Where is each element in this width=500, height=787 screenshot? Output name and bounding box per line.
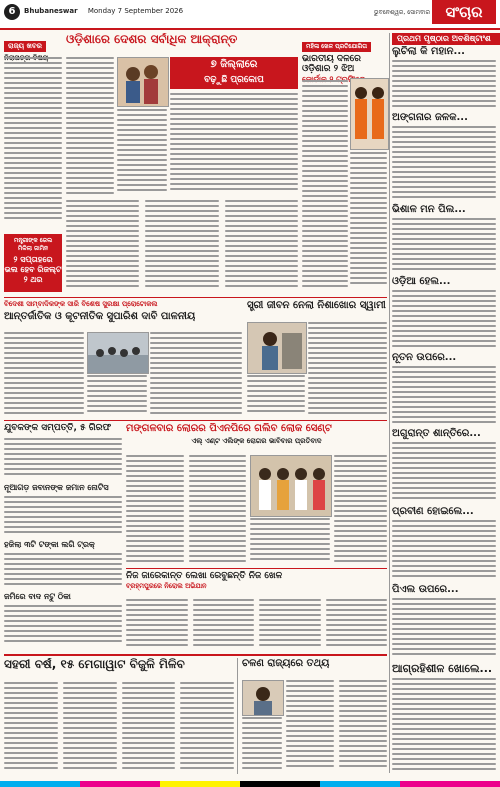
women-sub: ଟ୍ରଫିରେ <box>336 74 366 84</box>
right-heading-9: ଆଗ୍ରହିଶୀଳ ଖୋଲେ... <box>392 662 493 675</box>
left-lower-h2: ନୂଆଗଡ଼ ଜବାନଙ୍କ ଜମାନ ନୋଟିସ <box>4 483 109 492</box>
callout-box <box>4 234 62 292</box>
accident-photo-icon <box>248 323 306 373</box>
right-column-tag: ପ୍ରଥମ ପୃଷ୍ଠାର ଅବଶିଷ୍ଟାଂଶ <box>392 33 500 45</box>
bottom-left-body <box>4 682 234 774</box>
left-lower-body4 <box>4 605 122 645</box>
lead-photo <box>117 57 169 107</box>
lead-headline: ଓଡ଼ିଶାରେ ଦେଶର ସର୍ବାଧିକ ଆକ୍ରାନ୍ତ <box>66 33 238 46</box>
mid-body-col1 <box>4 332 84 417</box>
right-column <box>392 46 496 776</box>
crowd-photo-icon <box>88 333 148 373</box>
bottom-band-head <box>126 423 387 451</box>
right-heading-5: ନୂତନ ଉପରେ... <box>392 352 457 363</box>
mid-photo <box>87 332 149 374</box>
women-body-col2 <box>350 152 387 290</box>
color-registration-strip <box>0 781 500 787</box>
callout-line3: ୨ ସପ୍ତାହରେ <box>13 255 53 264</box>
bottom-mid-body1 <box>286 680 387 774</box>
left-top-column <box>4 33 64 233</box>
left-lower-body3 <box>4 553 122 588</box>
bottom-band-body2 <box>334 455 387 565</box>
mid-body-col3 <box>150 332 242 417</box>
bottom-mid-photo <box>242 680 284 716</box>
right-body-8 <box>392 598 496 658</box>
section-rule-2 <box>4 420 387 421</box>
athletes-photo-icon <box>351 79 388 149</box>
women-headline: ଭାରତୀୟ ଦଳରେ ଓଡ଼ିଶାର ୨ ଝିଅ <box>302 54 361 75</box>
bottom-left-head <box>4 658 234 680</box>
bottom-band-sub: ଏଲ୍ ଏଣ୍ଟ ଏଲିଙ୍କ ରୋଗର ଭାବିବାର ପ୍ରତିବାଦ <box>191 436 322 445</box>
bottom-band-body3 <box>250 518 330 565</box>
bottom-band-photo <box>250 455 332 517</box>
masthead-tagline: ଭୁବନେଶ୍ୱର, ସୋମବାର <box>373 9 430 16</box>
left-lower-h4: ଜମିରେ ବାଦ ନଟୁ ଠିକା <box>4 592 71 601</box>
right-heading-3: ଭିଶାଳ ମନ ପିଲ... <box>392 204 466 215</box>
mid-body-col2 <box>87 375 147 417</box>
fire-story-head <box>247 300 387 320</box>
right-heading-8: ପିଏଲ ଉପରେ... <box>392 584 459 595</box>
left-lower-h1: ଯୁବକଙ୍କ ସମ୍ପତ୍ତି, ୫ ଗିରଫ <box>4 423 112 433</box>
right-heading-7: ପ୍ରବୀଣ ହୋଇଲେ... <box>392 506 474 517</box>
fire-body-col2 <box>247 375 305 417</box>
callout-line5: ୨ ଥର <box>23 275 43 284</box>
bottom-left-headline: ସହରୀ ବର୍ଷ, ୧୫ ମେଗାୱାଟ ବିଜୁଳି ମିଳିବ <box>4 658 185 671</box>
date-label: Monday 7 September 2026 <box>87 7 184 15</box>
fire-photo <box>247 322 307 374</box>
section-rule <box>4 297 387 298</box>
lead-box-line1: ୭ ଜିଲ୍ଲାରେ <box>210 59 258 70</box>
right-heading-6: ଅଗୁରାନ୍ତ ଶାନ୍ତିରେ... <box>392 428 481 439</box>
lower-mid-body <box>126 599 387 651</box>
right-body-6 <box>392 442 496 502</box>
bottom-band-body1 <box>126 455 246 565</box>
fire-headline: ସ୍ତ୍ରୀ ଜୀବନ ନେଲା ନିଶାଖୋର ସ୍ୱାମୀ <box>247 300 386 311</box>
lead-continuation <box>66 200 298 295</box>
right-body-2 <box>392 126 496 201</box>
mid-story-head <box>4 300 244 330</box>
right-body-9 <box>392 678 496 773</box>
bottom-mid-headline: ଚଳଣ ରାଜ୍ୟରେ ତଥ୍ୟ <box>242 658 330 669</box>
bottom-divider <box>237 658 238 774</box>
lead-box-line2: ବଢ଼ୁଛି ପ୍ରକୋପ <box>204 75 264 85</box>
lower-mid-tag: ବ୍ରହ୍ମପୁରରେ ନିରୋଲ ଅଭିଯାନ <box>126 582 207 591</box>
lower-mid-head <box>126 571 387 597</box>
lead-headline-block <box>66 33 298 55</box>
right-column-divider <box>389 33 390 773</box>
lead-body-col2 <box>170 93 298 197</box>
right-heading-4: ଓଡ଼ିଆ ହେଲ... <box>392 276 451 287</box>
fire-body-col1 <box>308 322 387 417</box>
state-news-body <box>4 57 62 222</box>
masthead <box>0 0 500 30</box>
right-body-1 <box>392 60 496 110</box>
lead-body-col1 <box>66 57 114 197</box>
section-rule-3 <box>126 568 387 569</box>
people-photo-icon <box>118 58 168 106</box>
callout-line4: ଭଲ ହେବ ରିଜଲ୍ଟ <box>4 265 62 274</box>
section-rule-4 <box>4 654 387 656</box>
women-tag: ମହିଳା ଖେଳ ପ୍ରତିଯୋଗିତା <box>302 42 371 52</box>
bottom-mid-body2 <box>242 717 282 774</box>
bottom-mid-head <box>242 658 387 678</box>
right-body-7 <box>392 520 496 580</box>
newspaper-logo: ସଂଚାର <box>432 0 496 24</box>
lead-body-col1b <box>117 109 167 197</box>
right-body-3 <box>392 218 496 273</box>
women-body-col1 <box>302 80 348 290</box>
right-heading-2: ଅଙ୍ଗନାର ଜଳକ... <box>392 112 468 123</box>
group-photo-icon <box>251 456 331 516</box>
left-lower-h3: ହଜିଲା ୩ଟି ଟଙ୍କା ଲଗି ଟ୍ରକ୍ <box>4 540 95 549</box>
city-label: Bhubaneswar <box>24 7 78 15</box>
right-heading-1: ଲୁଚିଲା କି ମହାନ... <box>392 46 465 57</box>
callout-line2: ମିଳିଲା ଜାମିନ <box>17 245 49 252</box>
left-lower-body1 <box>4 438 122 480</box>
page-number: 6 <box>4 4 20 20</box>
right-body-4 <box>392 290 496 350</box>
portrait-photo-icon <box>243 681 283 715</box>
state-news-tag: ରାଜ୍ୟ ଖବର <box>4 41 46 52</box>
dateline <box>24 7 183 15</box>
callout-line1: ମନ୍ତ୍ରୀଙ୍କ ଜେଲ <box>13 237 53 244</box>
women-photo <box>350 78 389 150</box>
lead-highlight-box <box>170 57 298 89</box>
mid-tag: ବିଦେଶୀ ସାମ୍ବାଦିକଙ୍କ ସାରି ବିଶେଷ ସୁରକ୍ଷା ପ୍ରୋଟୋକଲ <box>4 300 158 308</box>
right-body-5 <box>392 366 496 426</box>
lower-mid-headline: ନିଜ ଜାରେକାନ୍ତ ଲେଖା ରେବୁଛନ୍ତି ନିଜ ଖେଳ <box>126 571 283 581</box>
mid-headline: ଆନ୍ତର୍ଜାତିକ ଓ କୂଟନୀତିକ ସୁପାରିଶ ଦାବି ପାଳନୀୟ <box>4 311 196 322</box>
bottom-band-headline: ମଙ୍ଗଳବାର ଲୋରର ପିଏନପିରେ ଗଲିବ ଲୋକ ସେଣ୍ଟ <box>126 423 332 434</box>
left-lower-body2 <box>4 496 122 536</box>
